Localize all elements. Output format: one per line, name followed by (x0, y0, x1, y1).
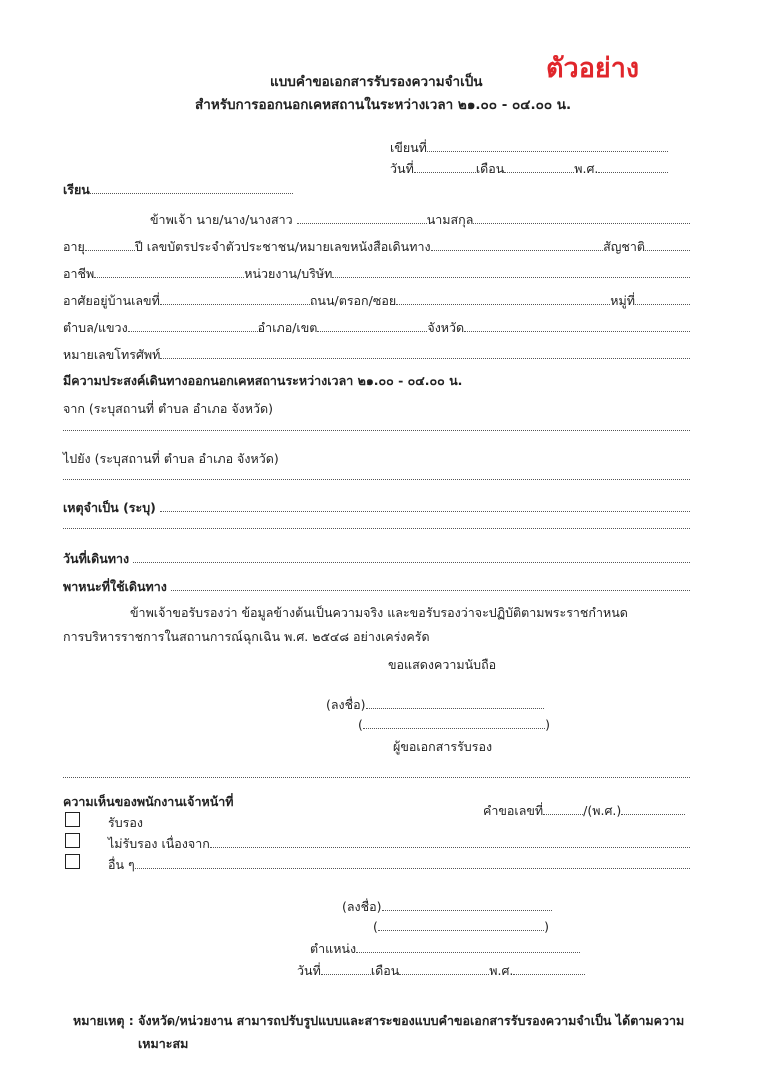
intent-heading: มีความประสงค์เดินทางออกนอกเคหสถานระหว่างเวลา ๒๑.๐๐ - ๐๔.๐๐ น. (63, 373, 463, 388)
date-day-field[interactable] (414, 170, 476, 173)
request-no-row (483, 802, 685, 820)
vehicle-field[interactable] (171, 588, 690, 591)
officer-open-paren: ( (373, 919, 378, 934)
written-at-row (390, 139, 668, 157)
reject-label: ไม่รับรอง เนื่องจาก (108, 836, 210, 851)
officer-date-label: วันที่ (297, 963, 321, 978)
requester-sign-field[interactable] (366, 706, 544, 709)
officer-sign-field[interactable] (382, 908, 552, 911)
destination-field[interactable] (63, 477, 690, 480)
officer-day-field[interactable] (321, 972, 371, 975)
officer-sign-label: (ลงชื่อ) (342, 899, 382, 914)
province-label: จังหวัด (427, 320, 465, 335)
reason-field-row-2 (63, 526, 690, 529)
reason-row (63, 499, 690, 517)
to-row (63, 181, 293, 199)
from-field[interactable] (63, 428, 690, 431)
occupation-field[interactable] (94, 275, 244, 278)
close-paren: ) (545, 717, 550, 732)
occupation-label: อาชีพ (63, 266, 95, 281)
note-line-2: เหมาะสม (138, 1036, 189, 1051)
certification-line-1: ข้าพเจ้าขอรับรองว่า ข้อมูลข้างต้นเป็นความจริง และขอรับรองว่าจะปฏิบัติตามพระราชกำหนด (130, 605, 628, 620)
applicant-row (150, 211, 690, 229)
officer-name-field[interactable] (378, 928, 544, 931)
other-checkbox[interactable] (65, 854, 80, 869)
requester-sign-row (326, 696, 544, 714)
road-field[interactable] (396, 302, 610, 305)
travel-date-label: วันที่เดินทาง (63, 551, 130, 566)
month-label: เดือน (475, 161, 505, 176)
position-label: ตำแหน่ง (310, 941, 357, 956)
phone-label: หมายเลขโทรศัพท์ (63, 347, 161, 362)
form-subtitle: สำหรับการออกนอกเคหสถานในระหว่างเวลา ๒๑.๐๐ - ๐๔.๐๐ น. (195, 97, 572, 113)
destination-field-row (63, 477, 690, 480)
note-line-1: หมายเหตุ : จังหวัด/หน่วยงาน สามารถปรับรูปแบบและสาระของแบบคำขอเอกสารรับรองความจำเป็น ได้ตามความ (73, 1013, 685, 1028)
address-no-field[interactable] (160, 302, 310, 305)
request-no-mid: /(พ.ศ.) (583, 803, 622, 818)
date-row (390, 160, 668, 178)
approve-checkbox[interactable] (65, 812, 80, 827)
requester-caption: ผู้ขอเอกสารรับรอง (393, 739, 493, 754)
vehicle-row (63, 578, 690, 596)
officer-year-label: พ.ศ. (489, 963, 514, 978)
date-label: วันที่ (390, 161, 414, 176)
reject-row (108, 835, 690, 853)
phone-field[interactable] (160, 356, 690, 359)
age-id-row (63, 238, 690, 256)
vehicle-label: พาหนะที่ใช้เดินทาง (63, 579, 167, 594)
officer-sign-row (342, 898, 552, 916)
written-at-field[interactable] (427, 149, 668, 152)
position-row (310, 940, 580, 958)
reject-checkbox[interactable] (65, 833, 80, 848)
age-label: อายุ (63, 239, 85, 254)
closing-respect: ขอแสดงความนับถือ (388, 657, 497, 672)
officer-month-label: เดือน (370, 963, 400, 978)
nationality-label: สัญชาติ (603, 239, 645, 254)
requester-name-row (358, 716, 550, 734)
address-row (63, 292, 690, 310)
subdistrict-field[interactable] (128, 329, 258, 332)
separator-line (63, 775, 690, 778)
sample-stamp: ตัวอย่าง (546, 53, 640, 84)
from-field-row (63, 428, 690, 431)
occupation-row (63, 265, 690, 283)
destination-label: ไปยัง (ระบุสถานที่ ตำบล อำเภอ จังหวัด) (63, 451, 279, 466)
officer-opinion-heading: ความเห็นของพนักงานเจ้าหน้าที่ (63, 794, 234, 809)
form-title: แบบคำขอเอกสารรับรองความจำเป็น (270, 74, 483, 90)
surname-label: นามสกุล (426, 212, 474, 227)
date-month-field[interactable] (504, 170, 574, 173)
id-field[interactable] (431, 248, 604, 251)
requester-name-field[interactable] (363, 726, 545, 729)
to-field[interactable] (90, 191, 293, 194)
subdistrict-label: ตำบล/แขวง (63, 320, 128, 335)
officer-name-row (373, 918, 549, 936)
reason-label: เหตุจำเป็น (ระบุ) (63, 500, 156, 515)
approve-label: รับรอง (108, 815, 143, 830)
from-label: จาก (ระบุสถานที่ ตำบล อำเภอ จังหวัด) (63, 401, 274, 416)
request-no-field[interactable] (543, 812, 583, 815)
travel-date-field[interactable] (133, 560, 690, 563)
officer-year-field[interactable] (513, 972, 585, 975)
district-label: อำเภอ/เขต (257, 320, 318, 335)
address-no-label: อาศัยอยู่บ้านเลขที่ (63, 293, 160, 308)
open-paren: ( (358, 717, 363, 732)
request-year-field[interactable] (621, 812, 685, 815)
reason-field[interactable] (160, 509, 690, 512)
district-field[interactable] (317, 329, 427, 332)
other-row (108, 856, 690, 874)
road-label: ถนน/ตรอก/ซอย (309, 293, 397, 308)
officer-close-paren: ) (544, 919, 549, 934)
reason-field-2[interactable] (63, 526, 690, 529)
other-field[interactable] (135, 866, 690, 869)
agency-field[interactable] (332, 275, 690, 278)
applicant-label: ข้าพเจ้า นาย/นาง/นางสาว (150, 212, 293, 227)
moo-field[interactable] (635, 302, 690, 305)
certification-line-2: การบริหารราชการในสถานการณ์ฉุกเฉิน พ.ศ. ๒๕๔๘ อย่างเคร่งครัด (63, 629, 430, 644)
officer-date-row (297, 962, 585, 980)
locality-row (63, 319, 690, 337)
applicant-name-field[interactable] (297, 221, 427, 224)
age-field[interactable] (85, 248, 135, 251)
moo-label: หมู่ที่ (610, 293, 635, 308)
year-label: พ.ศ. (574, 161, 599, 176)
travel-date-row (63, 550, 690, 568)
position-field[interactable] (356, 950, 580, 953)
request-no-label: คำขอเลขที่ (483, 803, 544, 818)
reject-reason-field[interactable] (210, 845, 690, 848)
phone-row (63, 346, 690, 364)
id-label: ปี เลขบัตรประจำตัวประชาชน/หมายเลขหนังสือเดินทาง (134, 239, 431, 254)
other-label: อื่น ๆ (108, 857, 135, 872)
nationality-field[interactable] (645, 248, 690, 251)
agency-label: หน่วยงาน/บริษัท (244, 266, 333, 281)
separator-row (63, 775, 690, 778)
province-field[interactable] (464, 329, 690, 332)
requester-sign-label: (ลงชื่อ) (326, 697, 366, 712)
surname-field[interactable] (473, 221, 690, 224)
to-label: เรียน (63, 182, 90, 197)
officer-month-field[interactable] (399, 972, 489, 975)
written-at-label: เขียนที่ (390, 140, 427, 155)
date-year-field[interactable] (598, 170, 668, 173)
